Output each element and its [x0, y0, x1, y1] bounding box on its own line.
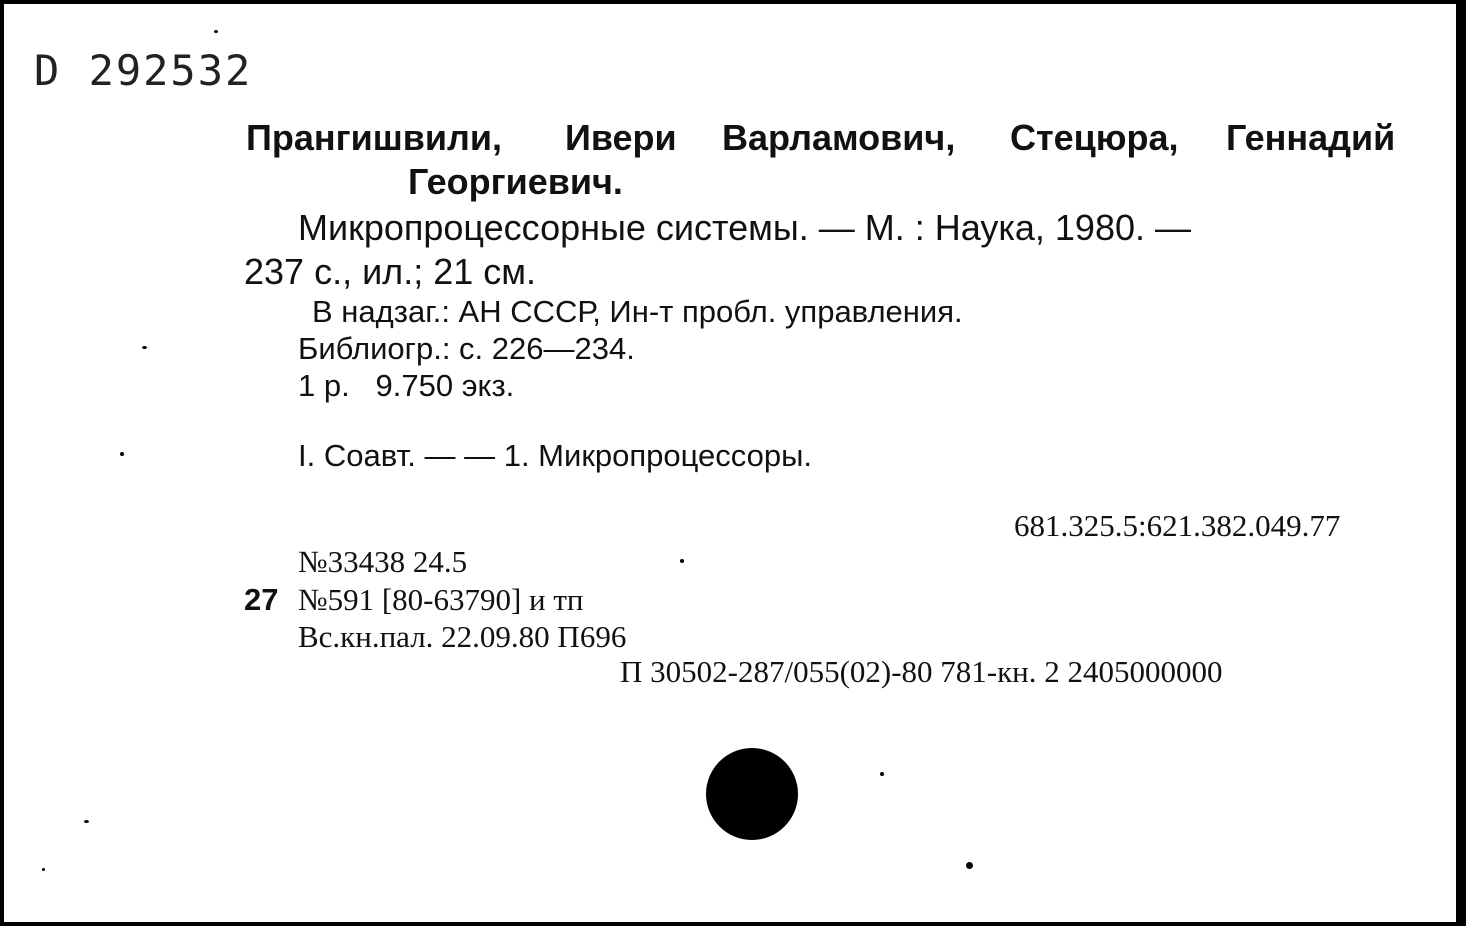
note-bibliography: Библиогр.: с. 226—234. — [298, 331, 635, 366]
speck — [214, 30, 218, 33]
punch-hole — [706, 748, 798, 840]
authors-part-3: Варламович, — [722, 117, 956, 158]
title-line-2: 237 с., ил.; 21 см. — [244, 251, 536, 292]
note-header: В надзаг.: АН СССР, Ин-т пробл. управления. — [312, 294, 963, 329]
authors-part-5: Геннадий — [1226, 117, 1396, 158]
authors-part-4: Стецюра, — [1010, 117, 1179, 158]
left-number: 27 — [244, 582, 279, 617]
speck — [142, 346, 147, 349]
order-number: №33438 24.5 — [298, 544, 468, 579]
price-and-copies: 1 р. 9.750 экз. — [298, 368, 515, 403]
tracing: I. Соавт. — — 1. Микропроцессоры. — [298, 438, 812, 473]
authors-line-2: Георгиевич. — [408, 161, 623, 202]
bottom-code: П 30502-287/055(02)-80 781-кн. 2 2405000000 — [620, 654, 1223, 689]
speck — [42, 868, 45, 871]
speck — [680, 559, 684, 563]
authors-part-1: Прангишвили, — [246, 117, 503, 158]
authors-part-2: Ивери — [565, 117, 677, 158]
chamber-line: Вс.кн.пал. 22.09.80 П696 — [298, 619, 627, 654]
speck — [966, 862, 973, 869]
udc-index: 681.325.5:621.382.049.77 — [1014, 508, 1341, 543]
speck — [120, 452, 124, 456]
speck — [880, 772, 884, 776]
order-line: №591 [80-63790] и тп — [298, 582, 584, 617]
speck — [84, 820, 89, 823]
title-line-1: Микропроцессорные системы. — М. : Наука, 1980. — — [298, 207, 1192, 248]
inventory-number: D 292532 — [34, 46, 253, 95]
